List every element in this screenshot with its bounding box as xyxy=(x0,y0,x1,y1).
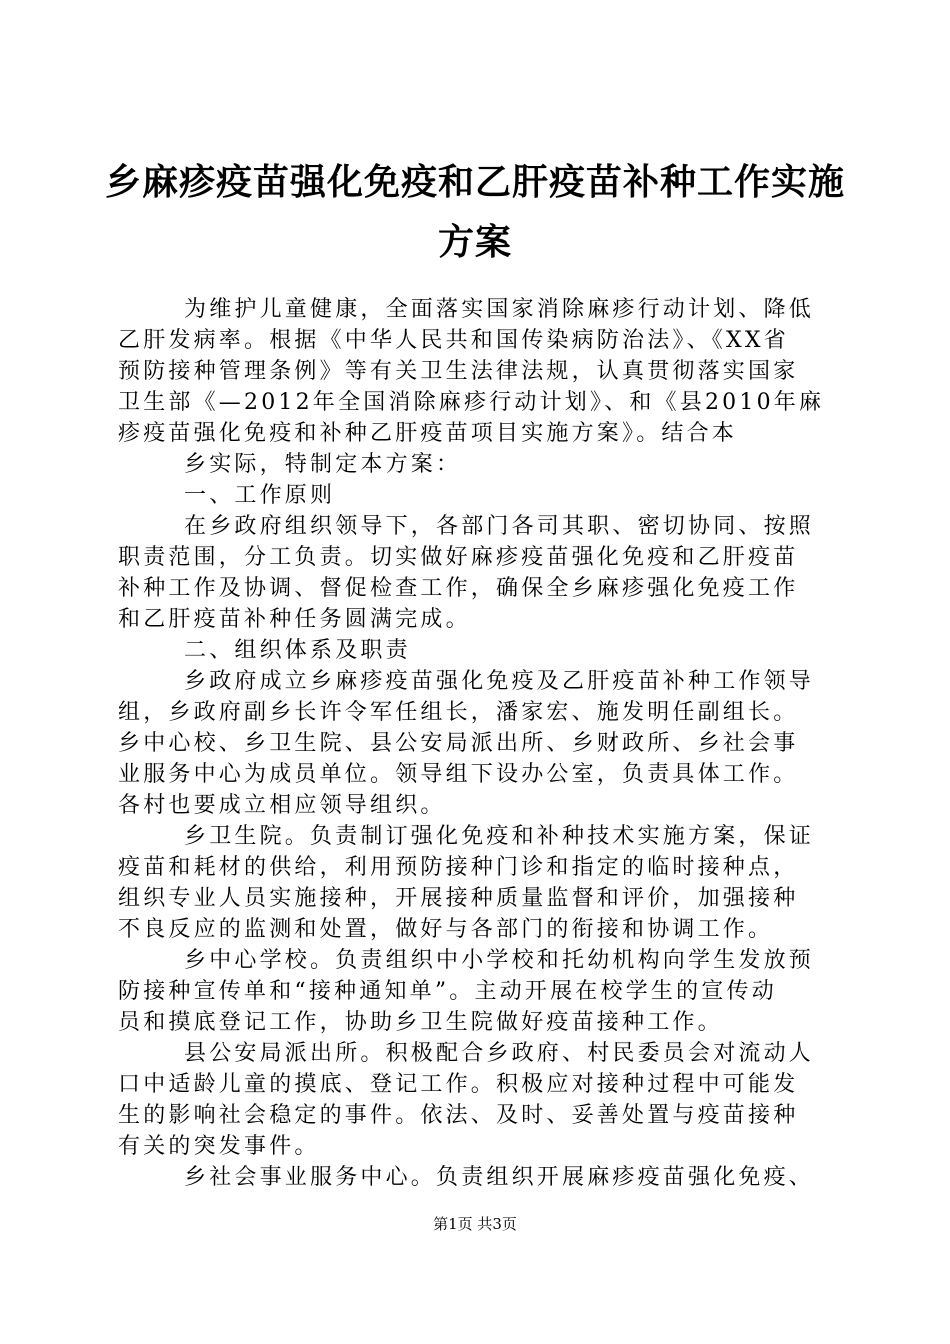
body-line: 乡卫生院。负责制订强化免疫和补种技术实施方案，保证 xyxy=(184,824,815,849)
body-line: 一、工作原则 xyxy=(184,483,336,508)
body-line: 有关的突发事件。 xyxy=(118,1134,320,1159)
body-line: 组，乡政府副乡长许令军任组长，潘家宏、施发明任副组长。 xyxy=(118,700,799,725)
body-line: 二、组织体系及职责 xyxy=(184,638,411,663)
body-line: 县公安局派出所。积极配合乡政府、村民委员会对流动人 xyxy=(184,1041,815,1066)
body-line: 口中适龄儿童的摸底、登记工作。积极应对接种过程中可能发 xyxy=(118,1072,799,1097)
body-line: 业服务中心为成员单位。领导组下设办公室，负责具体工作。 xyxy=(118,762,799,787)
body-line: 和乙肝疫苗补种任务圆满完成。 xyxy=(118,607,471,632)
body-line: 乡中心学校。负责组织中小学校和托幼机构向学生发放预 xyxy=(184,948,815,973)
document-body xyxy=(118,294,838,1193)
body-line: 在乡政府组织领导下，各部门各司其职、密切协同、按照 xyxy=(184,514,815,539)
body-line: 为维护儿童健康，全面落实国家消除麻疹行动计划、降低 xyxy=(184,297,815,322)
body-line: 不良反应的监测和处置，做好与各部门的衔接和协调工作。 xyxy=(118,917,774,942)
body-line: 生的影响社会稳定的事件。依法、及时、妥善处置与疫苗接种 xyxy=(118,1103,799,1128)
body-line: 补种工作及协调、督促检查工作，确保全乡麻疹强化免疫工作 xyxy=(118,576,799,601)
body-line: 员和摸底登记工作，协助乡卫生院做好疫苗接种工作。 xyxy=(118,1010,723,1035)
body-line: 乡中心校、乡卫生院、县公安局派出所、乡财政所、乡社会事 xyxy=(118,731,799,756)
body-line: 疹疫苗强化免疫和补种乙肝疫苗项目实施方案》。结合本 xyxy=(118,421,738,446)
document-title-line-1: 乡麻疹疫苗强化免疫和乙肝疫苗补种工作实施 xyxy=(104,161,845,203)
body-line: 各村也要成立相应领导组织。 xyxy=(118,793,446,818)
body-line: 乡社会事业服务中心。负责组织开展麻疹疫苗强化免疫、 xyxy=(184,1165,815,1190)
body-line: 乡政府成立乡麻疹疫苗强化免疫及乙肝疫苗补种工作领导 xyxy=(184,669,815,694)
document-title-line-2: 方案 xyxy=(437,221,512,263)
body-line: 乙肝发病率。根据《中华人民共和国传染病防治法》、《XX省 xyxy=(118,328,789,353)
body-line: 组织专业人员实施接种，开展接种质量监督和评价，加强接种 xyxy=(118,886,799,911)
body-line: 防接种宣传单和“接种通知单”。主动开展在校学生的宣传动 xyxy=(118,979,777,1004)
body-line: 卫生部《—2012年全国消除麻疹行动计划》、和《县2010年麻 xyxy=(118,390,825,415)
body-line: 乡实际，特制定本方案： xyxy=(184,452,462,477)
body-line: 疫苗和耗材的供给，利用预防接种门诊和指定的临时接种点， xyxy=(118,855,799,880)
page-footer: 第1页 共3页 xyxy=(433,1215,517,1233)
body-line: 职责范围，分工负责。切实做好麻疹疫苗强化免疫和乙肝疫苗 xyxy=(118,545,799,570)
body-line: 预防接种管理条例》等有关卫生法律法规，认真贯彻落实国家 xyxy=(118,359,799,384)
